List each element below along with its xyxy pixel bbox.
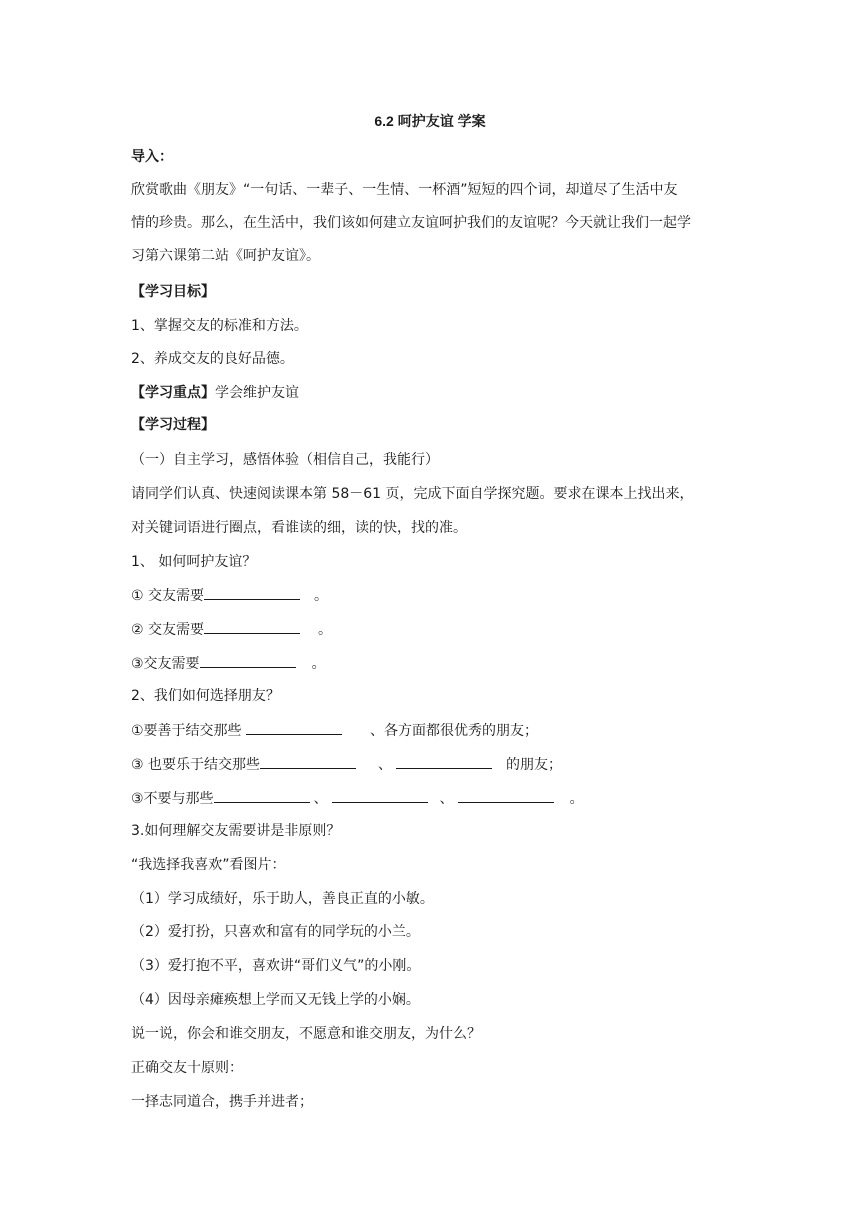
answer-blank[interactable]	[458, 788, 554, 803]
q1-item-prefix: ③交友需要	[131, 656, 200, 672]
section1-line: 对关键词语进行圈点，看谁读的细，读的快，找的准。	[131, 520, 467, 536]
answer-blank[interactable]	[260, 754, 356, 769]
intro-line: 习第六课第二站《呵护友谊》。	[131, 248, 320, 264]
answer-blank[interactable]	[396, 754, 492, 769]
choice-item: （4）因母亲瘫痪想上学而又无钱上学的小娴。	[131, 992, 420, 1008]
q2-line	[131, 788, 584, 809]
q2-line1-prefix: ①要善于结交那些	[131, 723, 247, 739]
answer-blank[interactable]	[332, 788, 428, 803]
q3-title: 3.如何理解交友需要讲是非原则？	[131, 823, 341, 839]
q1-item	[131, 653, 326, 674]
intro-heading: 导入：	[131, 149, 173, 165]
answer-blank[interactable]	[204, 585, 300, 600]
q2-line2-sep: 、	[378, 757, 393, 773]
q1-item	[131, 585, 328, 606]
answer-blank[interactable]	[214, 788, 310, 803]
q2-line2-suffix: 的朋友；	[506, 757, 563, 773]
q1-item-prefix: ① 交友需要	[131, 588, 205, 604]
section1-line: 请同学们认真、快速阅读课本第 58－61 页，完成下面自学探究题。要求在课本上找出来，	[131, 486, 694, 502]
answer-blank[interactable]	[204, 619, 300, 634]
process-heading: 【学习过程】	[131, 417, 215, 433]
q1-title: 1、 如何呵护友谊？	[131, 554, 257, 570]
choose-line: “我选择我喜欢”看图片：	[131, 857, 286, 873]
q1-item-suffix: 。	[318, 622, 333, 638]
choice-item: （2）爱打扮，只喜欢和富有的同学玩的小兰。	[131, 924, 420, 940]
section1-title: （一）自主学习，感悟体验（相信自己，我能行）	[131, 452, 439, 468]
principles-heading: 正确交友十原则：	[131, 1060, 243, 1076]
focus-text: 学会维护友谊	[215, 385, 299, 401]
q1-item	[131, 619, 332, 640]
q2-title: 2、我们如何选择朋友？	[131, 688, 280, 704]
document-title: 6.2 呵护友谊 学案	[374, 113, 486, 129]
q2-line	[131, 720, 538, 741]
goals-heading: 【学习目标】	[131, 284, 215, 300]
principle-item: 一择志同道合，携手并进者；	[131, 1094, 313, 1110]
intro-line: 欣赏歌曲《朋友》“一句话、一辈子、一生情、一杯酒”短短的四个词，却道尽了生活中友	[131, 182, 678, 198]
q2-line	[131, 754, 562, 775]
goal-item: 1、掌握交友的标准和方法。	[131, 318, 308, 334]
q2-line3-sep: 、	[313, 791, 328, 807]
discuss-line: 说一说，你会和谁交朋友，不愿意和谁交朋友，为什么？	[131, 1026, 481, 1042]
choice-item: （3）爱打抱不平，喜欢讲“哥们义气”的小刚。	[131, 958, 421, 974]
focus-line	[131, 383, 299, 403]
q1-item-suffix: 。	[314, 588, 329, 604]
q1-item-suffix: 。	[311, 656, 326, 672]
intro-line: 情的珍贵。那么，在生活中，我们该如何建立友谊呵护我们的友谊呢？今天就让我们一起学	[131, 215, 691, 231]
q1-item-prefix: ② 交友需要	[131, 622, 205, 638]
choice-item: （1）学习成绩好，乐于助人，善良正直的小敏。	[131, 891, 434, 907]
q2-line3-prefix: ③不要与那些	[131, 791, 214, 807]
q2-line3-sep: 、	[439, 791, 454, 807]
q2-line2-prefix: ③ 也要乐于结交那些	[131, 757, 261, 773]
answer-blank[interactable]	[246, 720, 342, 735]
q2-line1-suffix: 、各方面都很优秀的朋友；	[370, 723, 539, 739]
focus-heading: 【学习重点】	[131, 385, 215, 401]
q2-line3-suffix: 。	[569, 791, 584, 807]
answer-blank[interactable]	[200, 653, 296, 668]
goal-item: 2、养成交友的良好品德。	[131, 351, 294, 367]
